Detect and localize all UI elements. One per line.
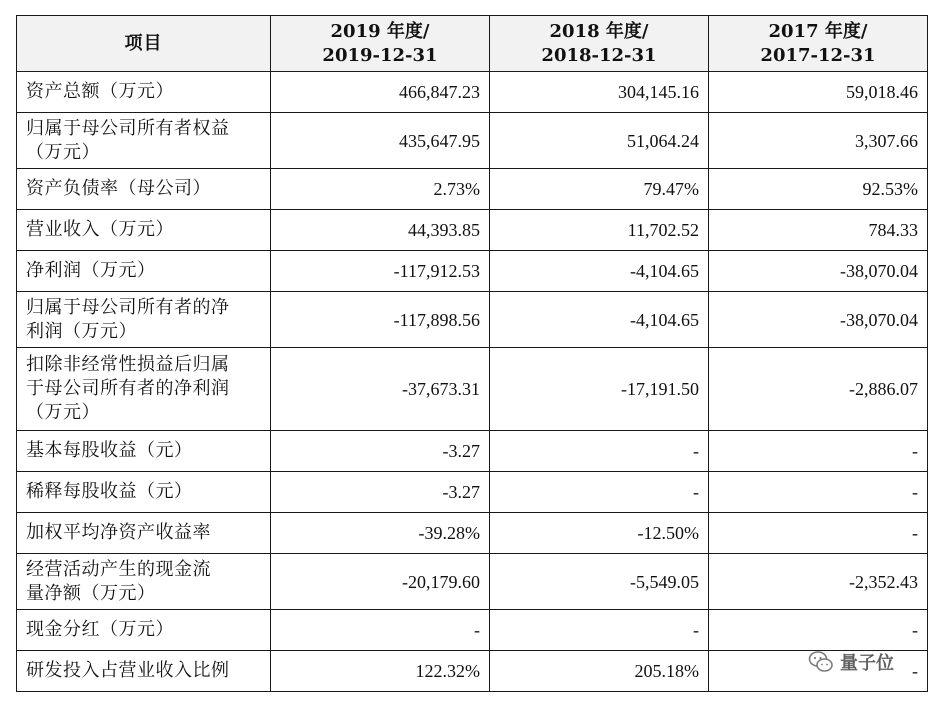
table-row	[17, 348, 928, 431]
value-2018: -	[490, 610, 709, 651]
value-2018: 79.47%	[490, 169, 709, 210]
row-label: 现金分红（万元）	[17, 610, 271, 651]
header-2019: 2019 年度/ 2019-12-31	[271, 16, 490, 72]
value-2017: -38,070.04	[709, 251, 928, 292]
value-2018: -17,191.50	[490, 348, 709, 431]
value-2017: -	[709, 651, 928, 692]
row-label: 稀释每股收益（元）	[17, 472, 271, 513]
value-2017: 784.33	[709, 210, 928, 251]
table-row	[17, 72, 928, 113]
row-label: 资产总额（万元）	[17, 72, 271, 113]
value-2017: -	[709, 513, 928, 554]
header-row	[17, 16, 928, 72]
value-2019: -117,898.56	[271, 292, 490, 348]
value-2019: -	[271, 610, 490, 651]
header-2018: 2018 年度/ 2018-12-31	[490, 16, 709, 72]
row-label: 经营活动产生的现金流 量净额（万元）	[17, 554, 271, 610]
table-row	[17, 513, 928, 554]
table-row	[17, 651, 928, 692]
value-2019: 2.73%	[271, 169, 490, 210]
value-2017: -	[709, 610, 928, 651]
financial-summary-table	[16, 15, 928, 692]
table-row	[17, 292, 928, 348]
table-row	[17, 431, 928, 472]
value-2018: -4,104.65	[490, 251, 709, 292]
value-2019: -39.28%	[271, 513, 490, 554]
row-label: 归属于母公司所有者权益 （万元）	[17, 113, 271, 169]
value-2017: -	[709, 472, 928, 513]
row-label: 净利润（万元）	[17, 251, 271, 292]
value-2019: 466,847.23	[271, 72, 490, 113]
wechat-icon	[808, 649, 834, 675]
value-2017: -38,070.04	[709, 292, 928, 348]
table-row	[17, 169, 928, 210]
value-2017: 92.53%	[709, 169, 928, 210]
watermark	[808, 644, 928, 680]
value-2018: -	[490, 472, 709, 513]
value-2018: -4,104.65	[490, 292, 709, 348]
row-label: 加权平均净资产收益率	[17, 513, 271, 554]
table-row	[17, 210, 928, 251]
row-label: 扣除非经常性损益后归属 于母公司所有者的净利润 （万元）	[17, 348, 271, 431]
value-2019: -117,912.53	[271, 251, 490, 292]
table-row	[17, 472, 928, 513]
value-2018: -12.50%	[490, 513, 709, 554]
table-row	[17, 113, 928, 169]
value-2017: 59,018.46	[709, 72, 928, 113]
value-2018: 304,145.16	[490, 72, 709, 113]
value-2019: 44,393.85	[271, 210, 490, 251]
table-row	[17, 554, 928, 610]
value-2018: 205.18%	[490, 651, 709, 692]
value-2018: -5,549.05	[490, 554, 709, 610]
value-2019: 122.32%	[271, 651, 490, 692]
header-item: 项目	[17, 16, 271, 72]
row-label: 营业收入（万元）	[17, 210, 271, 251]
value-2018: -	[490, 431, 709, 472]
value-2019: -20,179.60	[271, 554, 490, 610]
value-2019: -3.27	[271, 431, 490, 472]
value-2018: 11,702.52	[490, 210, 709, 251]
row-label: 研发投入占营业收入比例	[17, 651, 271, 692]
header-2017: 2017 年度/ 2017-12-31	[709, 16, 928, 72]
value-2019: -37,673.31	[271, 348, 490, 431]
value-2018: 51,064.24	[490, 113, 709, 169]
row-label: 资产负债率（母公司）	[17, 169, 271, 210]
value-2017: -2,886.07	[709, 348, 928, 431]
row-label: 基本每股收益（元）	[17, 431, 271, 472]
row-label: 归属于母公司所有者的净 利润（万元）	[17, 292, 271, 348]
table-row	[17, 251, 928, 292]
value-2019: -3.27	[271, 472, 490, 513]
watermark-text: 量子位	[840, 653, 894, 674]
value-2017: -	[709, 431, 928, 472]
value-2017: 3,307.66	[709, 113, 928, 169]
value-2017: -2,352.43	[709, 554, 928, 610]
value-2019: 435,647.95	[271, 113, 490, 169]
table-row	[17, 610, 928, 651]
